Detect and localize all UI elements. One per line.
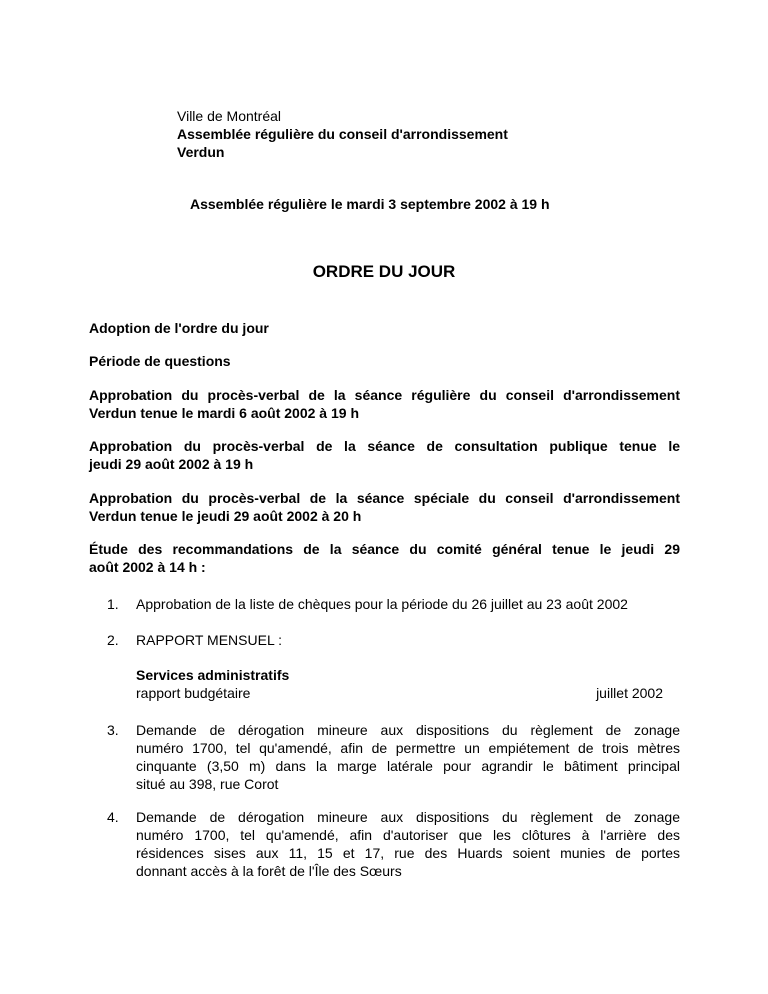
item-number: 4. (107, 809, 119, 825)
paragraph-line: Approbation du procès-verbal de la séance de consultation publique tenue le (89, 438, 680, 454)
paragraph-line: Verdun tenue le jeudi 29 août 2002 à 20 h (89, 508, 362, 524)
item-text (136, 721, 680, 793)
item-number: 2. (107, 632, 119, 648)
agenda-paragraph (89, 319, 680, 337)
paragraph-line: Période de questions (89, 353, 231, 369)
borough-name: Verdun (177, 144, 225, 160)
sub-section-row (136, 684, 680, 702)
session-line: Assemblée régulière le mardi 3 septembre 2002 à 19 h (190, 196, 550, 212)
item-text (136, 631, 680, 702)
item-line: Approbation de la liste de chèques pour la période du 26 juillet au 23 août 2002 (136, 596, 628, 612)
paragraph-line: Adoption de l'ordre du jour (89, 320, 269, 336)
paragraph-line: Étude des recommandations de la séance du comité général tenue le jeudi 29 (89, 541, 680, 557)
agenda-paragraph (89, 352, 680, 370)
item-line: résidences sises aux 11, 15 et 17, rue des Huards soient munies de portes (136, 845, 680, 861)
item-line: cinquante (3,50 m) dans la marge latérale pour agrandir le bâtiment principal (136, 758, 680, 774)
paragraph-line: Verdun tenue le mardi 6 août 2002 à 19 h (89, 405, 359, 421)
sub-section-title: Services administratifs (136, 667, 290, 683)
agenda-paragraph (89, 386, 680, 422)
item-line: Demande de dérogation mineure aux dispositions du règlement de zonage (136, 809, 680, 825)
paragraph-line: Approbation du procès-verbal de la séance régulière du conseil d'arrondissement (89, 387, 680, 403)
item-line: Demande de dérogation mineure aux dispositions du règlement de zonage (136, 722, 680, 738)
city-name: Ville de Montréal (177, 108, 282, 124)
sub-section-label: rapport budgétaire (136, 685, 251, 701)
agenda-paragraph (89, 489, 680, 525)
item-number: 3. (107, 722, 119, 738)
document-header (177, 107, 508, 161)
paragraph-line: août 2002 à 14 h : (89, 559, 206, 575)
paragraph-line: Approbation du procès-verbal de la séance spéciale du conseil d'arrondissement (89, 490, 680, 506)
item-line: numéro 1700, tel qu'amendé, afin d'autoriser que les clôtures à l'arrière des (136, 827, 680, 843)
item-line: donnant accès à la forêt de l'Île des Sœurs (136, 863, 402, 879)
item-number: 1. (107, 596, 119, 612)
agenda-paragraph (89, 437, 680, 473)
sub-section-date: juillet 2002 (596, 685, 663, 701)
assembly-name: Assemblée régulière du conseil d'arrondissement (177, 126, 508, 142)
agenda-paragraph (89, 540, 680, 576)
item-text (136, 595, 680, 613)
item-line: numéro 1700, tel qu'amendé, afin de permettre un empiétement de trois mètres (136, 740, 680, 756)
item-line: situé au 398, rue Corot (136, 776, 279, 792)
page-title: ORDRE DU JOUR (312, 262, 456, 281)
item-text (136, 808, 680, 880)
item-line: RAPPORT MENSUEL : (136, 632, 283, 648)
paragraph-line: jeudi 29 août 2002 à 19 h (89, 456, 254, 472)
